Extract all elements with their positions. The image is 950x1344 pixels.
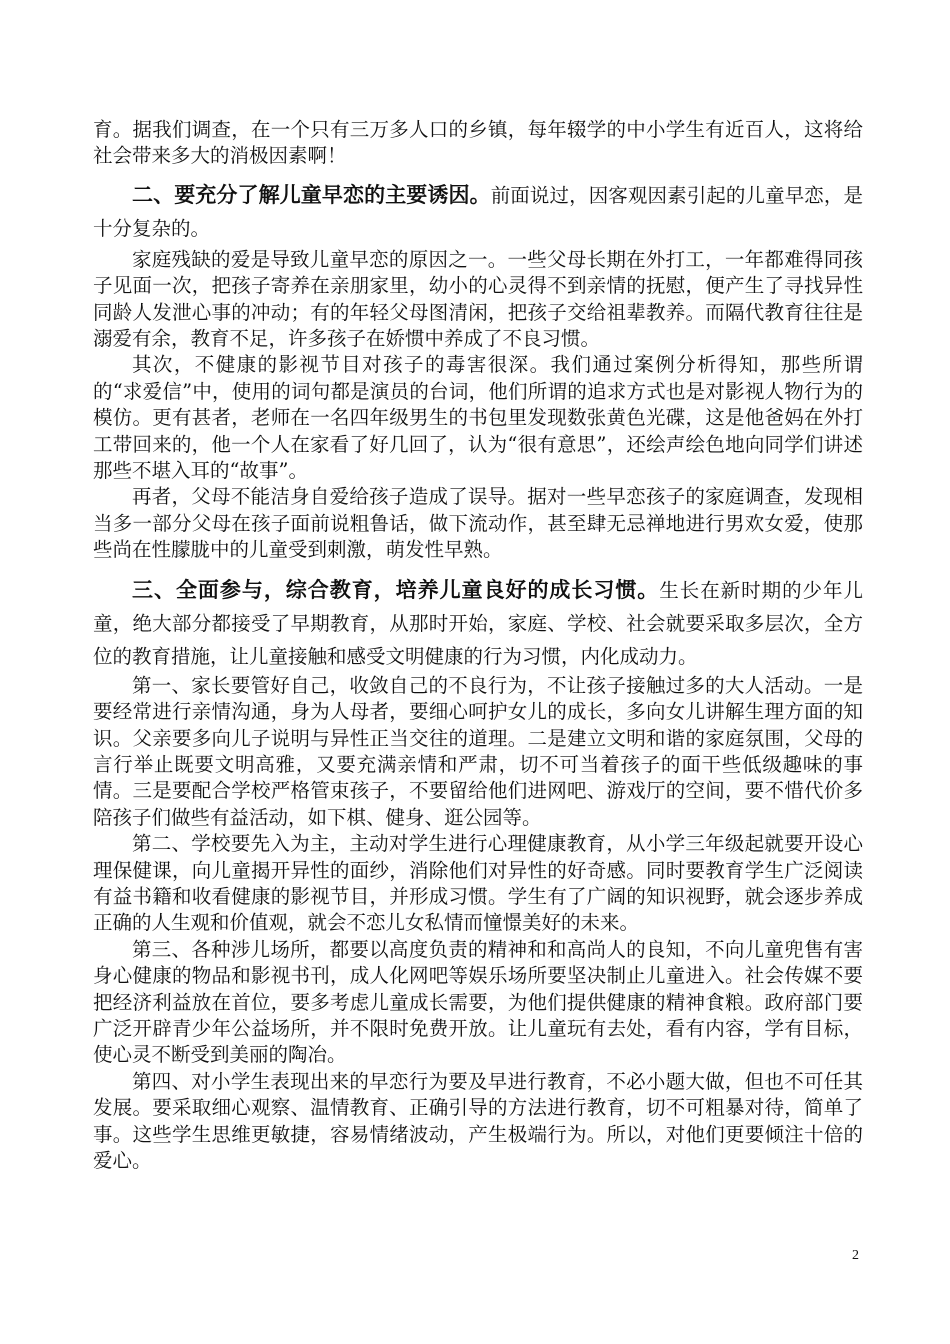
body-paragraph: 其次，不健康的影视节目对孩子的毒害很深。我们通过案例分析得知，那些所谓的“求爱信”中，使用的词句都是演员的台词，他们所谓的追求方式也是对影视人物行为的模仿。更有甚者，老师在一名四年级男生的书包里发现数张黄色光碟，这是他爸妈在外打工带回来的，他一个人在家看了好几回了，认为“很有意思”，还绘声绘色地向同学们讲述那些不堪入耳的“故事”。 <box>93 353 863 483</box>
opening-paragraph: 育。据我们调查，在一个只有三万多人口的乡镇，每年辍学的中小学生有近百人，这将给社会带来多大的消极因素啊！ <box>93 118 863 168</box>
body-paragraph: 第三、各种涉儿场所，都要以高度负责的精神和和高尚人的良知，不向儿童兜售有害身心健康的物品和影视书刊，成人化网吧等娱乐场所要坚决制止儿童进入。社会传媒不要把经济利益放在首位，要多考虑儿童成长需要，为他们提供健康的精神食粮。政府部门要广泛开辟青少年公益场所，并不限时免费开放。让儿童玩有去处，看有内容，学有目标，使心灵不断受到美丽的陶冶。 <box>93 937 863 1067</box>
body-paragraph: 第二、学校要先入为主，主动对学生进行心理健康教育，从小学三年级起就要开设心理保健课，向儿童揭开异性的面纱，消除他们对异性的好奇感。同时要教育学生广泛阅读有益书籍和收看健康的影视节目，并形成习惯。学生有了广阔的知识视野，就会逐步养成正确的人生观和价值观，就会不恋儿女私情而憧憬美好的未来。 <box>93 832 863 935</box>
section-three-lead: 生长在新时期的少年儿童，绝大部分都接受了早期教育，从那时开始，家庭、学校、社会就要采取多层次，全方位的教育措施，让儿童接触和感受文明健康的行为习惯，内化成动力。 <box>93 578 863 668</box>
body-paragraph: 家庭残缺的爱是导致儿童早恋的原因之一。一些父母长期在外打工，一年都难得同孩子见面一次，把孩子寄养在亲朋家里，幼小的心灵得不到亲情的抚慰，便产生了寻找异性同龄人发泄心事的冲动；有的年轻父母图清闲，把孩子交给祖辈教养。而隔代教育往往是溺爱有余，教育不足，许多孩子在娇惯中养成了不良习惯。 <box>93 247 863 351</box>
section-two-heading: 二、要充分了解儿童早恋的主要诱因。 <box>132 182 491 207</box>
section-two-lead: 前面说过，因客观因素引起的儿童早恋，是十分复杂的。 <box>93 183 863 240</box>
page-number: 2 <box>852 1248 859 1263</box>
body-paragraph: 再者，父母不能洁身自爱给孩子造成了误导。据对一些早恋孩子的家庭调查，发现相当多一部分父母在孩子面前说粗鲁话，做下流动作，甚至肆无忌禅地进行男欢女爱，使那些尚在性朦胧中的儿童受到刺激，萌发性早熟。 <box>93 485 863 562</box>
document-page <box>93 117 863 1174</box>
section-three-paragraph <box>93 574 863 673</box>
body-paragraph: 第四、对小学生表现出来的早恋行为要及早进行教育，不必小题大做，但也不可任其发展。要采取细心观察、温情教育、正确引导的方法进行教育，切不可粗暴对待，简单了事。这些学生思维更敏捷，容易情绪波动，产生极端行为。所以，对他们更要倾注十倍的爱心。 <box>93 1069 863 1172</box>
section-two-paragraph <box>93 179 863 245</box>
section-three-heading: 三、全面参与，综合教育，培养儿童良好的成长习惯。 <box>132 577 660 602</box>
body-paragraph: 第一、家长要管好自己，收敛自己的不良行为，不让孩子接触过多的大人活动。一是要经常进行亲情沟通，身为人母者，要细心呵护女儿的成长，多向女儿讲解生理方面的知识。父亲要多向儿子说明与异性正当交往的道理。二是建立文明和谐的家庭氛围，父母的言行举止既要文明高雅，又要充满亲情和严肃，切不可当着孩子的面干些低级趣味的事情。三是要配合学校严格管束孩子，不要留给他们进网吧、游戏厅的空间，要不惜代价多陪孩子们做些有益活动，如下棋、健身、逛公园等。 <box>93 673 863 829</box>
